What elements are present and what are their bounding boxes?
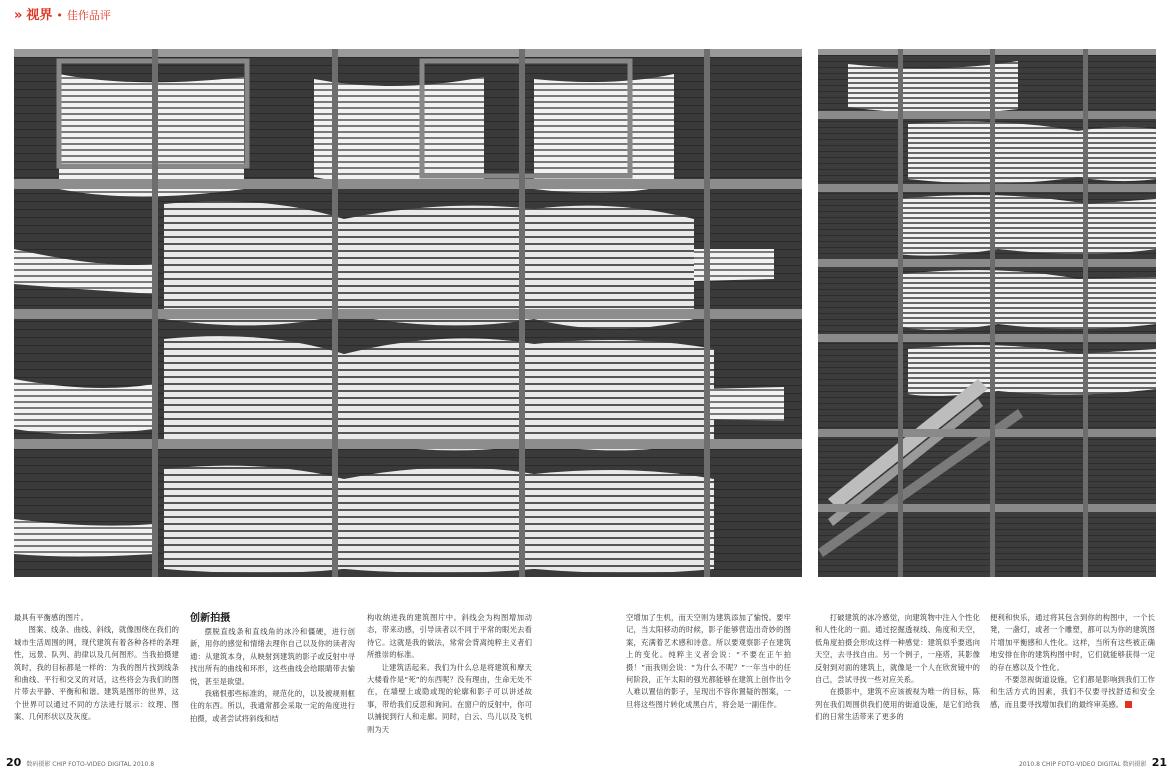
folio-right — [1019, 756, 1167, 769]
page-number-right: 21 — [1151, 756, 1167, 769]
paragraph — [990, 674, 1155, 711]
section-title: 视界 — [26, 8, 53, 23]
photo-facade-right — [818, 49, 1156, 577]
chevron-icon: » — [14, 8, 23, 23]
paragraph: 在摄影中，建筑不应该被视为唯一的目标，陈列在我们周围供我们使用的街道设施，是它们给我们的日常生活带来了更多的 — [815, 687, 980, 722]
paragraph: 图案、线条、曲线、斜线，就像围绕在我们的城市生活周围的网，现代建筑有着各种各样的条理性，远景、队列、韵律以及几何图形。当我拍摄建筑时，我的目标都是一样的：为我的图片找到线条和曲线、平行和交叉的对话，这些将会为我们的图片带去平静、平衡和和谐。建筑是图形的世界，这个世界可以通过不同的方法进行展示：纹理、图案、几何形状以及灰度。 — [14, 625, 179, 722]
article-column-2 — [190, 612, 355, 725]
photo-facade-left — [14, 49, 802, 577]
article-column-3 — [367, 612, 532, 736]
article-column-4 — [626, 612, 791, 711]
paragraph: 打破建筑的冰冷感觉，向建筑物中注入个性化和人性化的一面。通过挖掘透视线、角度和天空，低角度拍摄会形成这样一种感觉：建筑似乎要逃向天空，去寻找自由。另一个例子，一座塔，其影像反射到对面的建筑上，就像是一个人在欣赏镜中的自己，尝试寻找一些对应关系。 — [815, 613, 980, 685]
page-number-left: 20 — [6, 756, 22, 769]
facade-photo-left-image — [14, 49, 802, 577]
folio-text-left: 数码摄影 CHIP FOTO-VIDEO DIGITAL 2010.8 — [26, 761, 155, 768]
section-subtitle: 佳作品评 — [66, 9, 111, 22]
paragraph: 让建筑活起来。我们为什么总是将建筑和摩天大楼看作是“死”的东西呢？没有理由，生命无处不在，在墙壁上或隐或现的轮廓和影子可以讲述故事，带给我们反思和询问。在窗户的反射中，你可以捕捉到行人和走廊。同时，白云、鸟儿以及飞机则为天 — [367, 662, 532, 734]
article-column-5 — [815, 612, 980, 724]
paragraph: 空增加了生机，而天空则为建筑添加了愉悦。要牢记，当太阳移动的时候，影子能够营造出奇妙的图案，充满着艺术感和诗意。所以要观察影子在建筑上的变化。纯粹主义者会说：“不要在正午拍摄！”而我则会说：“为什么不呢？”一年当中的任何阶段，正午太阳的强光都能够在建筑上创作出令人难以置信的影子，呈现出不容你置疑的图案，一旦将这些图片转化成黑白片，将会是一副佳作。 — [626, 613, 791, 709]
folio-text-right: 2010.8 CHIP FOTO-VIDEO DIGITAL 数码摄影 — [1018, 761, 1147, 768]
header-separator: • — [56, 9, 63, 22]
paragraph: 摆脱直线条和直线角的冰冷和僵硬，进行创新，用你的感觉和情绪去理你自己以及你的读者沟通：从建筑本身，从映射到建筑的影子或反射中寻找出所有的曲线和环形，这些曲线会给眼睛带去愉悦，甚至是欲望。 — [190, 627, 355, 686]
facade-photo-right-image — [818, 49, 1156, 577]
paragraph: 构收纳进我的建筑图片中。斜线会为构图增加动态，带来动感，引导读者以不同于平常的眼光去看待它。这就是我的做法，常常会背离纯粹主义者们所推崇的标准。 — [367, 613, 532, 660]
paragraph: 便利和快乐，通过将其包含到你的构图中，一个长凳，一盏灯，或者一个雕塑，都可以为你的建筑图片增加平衡感和人性化。这样，当所有这些被正确地安排在你的建筑构图中时，它们就能够获得一定的存在感以及个性化。 — [990, 613, 1155, 672]
section-header — [14, 4, 111, 26]
article-column-1 — [14, 612, 179, 724]
folio-left — [6, 756, 154, 769]
section-heading: 创新拍摄 — [190, 613, 231, 624]
paragraph: 最具有平衡感的图片。 — [14, 613, 88, 622]
end-mark-icon — [1125, 701, 1132, 708]
paragraph-text: 不要忽视街道设施，它们都是影响到我们工作和生活方式的因素，我们不仅要寻找舒适和安全感，而且要寻找增加我们的最终审美感。 — [990, 675, 1155, 709]
paragraph: 我痛恨那些标准的，规范化的，以及被规则框住的东西。所以，我通常都会采取一定的角度进行拍摄，或者尝试将斜线和结 — [190, 689, 355, 723]
article-column-6 — [990, 612, 1155, 711]
